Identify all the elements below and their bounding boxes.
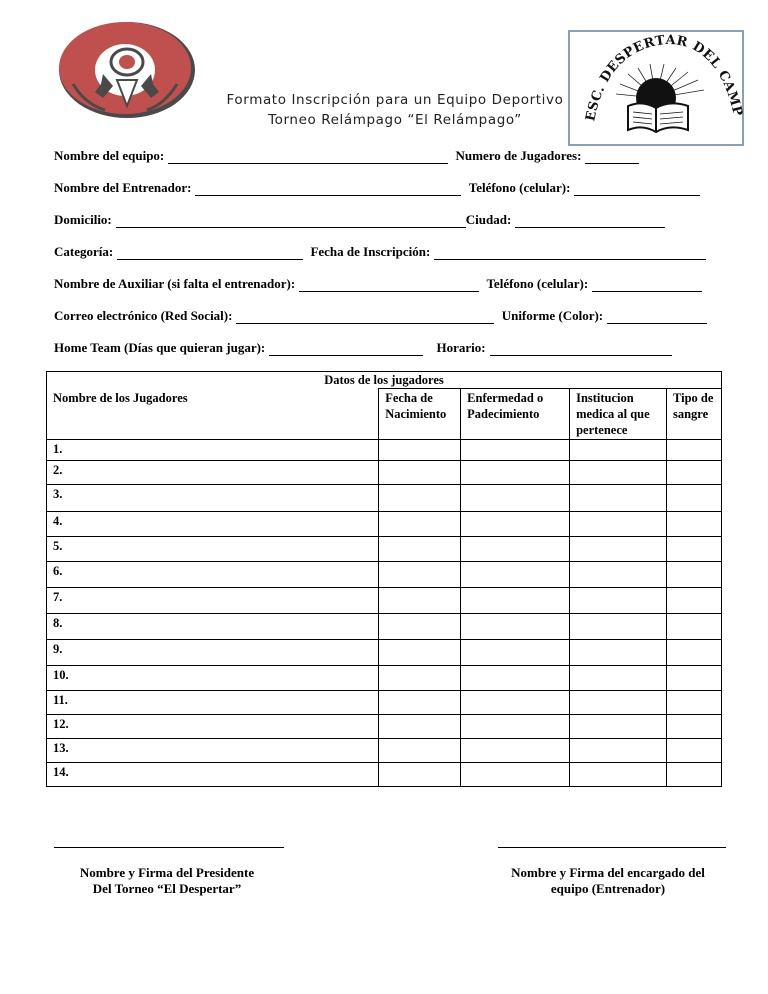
cell[interactable]	[379, 461, 461, 485]
coach-signature-label	[486, 865, 730, 897]
cell[interactable]	[379, 739, 461, 763]
coach-signature-line1: Nombre y Firma del encargado del	[511, 865, 705, 880]
cell[interactable]	[461, 512, 570, 537]
coach-signature-line2: equipo (Entrenador)	[550, 881, 666, 896]
school-logo-text: ESC. DESPERTAR DEL CAMP	[583, 32, 744, 123]
header-player-name: Nombre de los Jugadores	[47, 389, 379, 440]
players-table	[46, 371, 722, 787]
cell[interactable]	[570, 485, 667, 512]
cell[interactable]	[570, 640, 667, 666]
row-number[interactable]: 13.	[47, 739, 379, 763]
row-number[interactable]: 14.	[47, 763, 379, 787]
cell[interactable]	[461, 485, 570, 512]
table-row	[47, 588, 722, 614]
cell[interactable]	[461, 440, 570, 461]
cell[interactable]	[379, 715, 461, 739]
row-number[interactable]: 10.	[47, 666, 379, 691]
cell[interactable]	[570, 614, 667, 640]
table-row	[47, 512, 722, 537]
cell[interactable]	[666, 691, 721, 715]
school-logo	[568, 30, 744, 146]
cell[interactable]	[570, 440, 667, 461]
president-signature-line1: Nombre y Firma del Presidente	[79, 865, 255, 880]
cell[interactable]	[379, 512, 461, 537]
cell[interactable]	[570, 562, 667, 588]
table-row	[47, 715, 722, 739]
cell[interactable]	[461, 666, 570, 691]
row-number[interactable]: 3.	[47, 485, 379, 512]
cell[interactable]	[570, 739, 667, 763]
cell[interactable]	[461, 562, 570, 588]
cell[interactable]	[570, 512, 667, 537]
cell[interactable]	[379, 640, 461, 666]
assistant-label: Nombre de Auxiliar (si falta el entrenador):	[54, 276, 296, 291]
tournament-logo	[55, 14, 195, 124]
cell[interactable]	[666, 614, 721, 640]
cell[interactable]	[461, 537, 570, 562]
registration-date-label: Fecha de Inscripción:	[310, 244, 431, 259]
table-row	[47, 614, 722, 640]
field-row-coach	[54, 180, 704, 196]
cell[interactable]	[379, 763, 461, 787]
cell[interactable]	[461, 614, 570, 640]
phone1-label: Teléfono (celular):	[468, 180, 571, 195]
team-name-label: Nombre del equipo:	[54, 148, 165, 163]
address-field[interactable]	[116, 214, 466, 228]
cell[interactable]	[379, 588, 461, 614]
cell[interactable]	[461, 461, 570, 485]
cell[interactable]	[570, 666, 667, 691]
phone2-label: Teléfono (celular):	[486, 276, 589, 291]
cell[interactable]	[461, 763, 570, 787]
row-number[interactable]: 2.	[47, 461, 379, 485]
cell[interactable]	[570, 461, 667, 485]
schedule-field[interactable]	[490, 342, 672, 356]
table-header-row	[47, 389, 722, 440]
cell[interactable]	[461, 739, 570, 763]
num-players-field[interactable]	[585, 150, 639, 164]
phone2-field[interactable]	[592, 278, 702, 292]
field-row-team	[54, 148, 643, 164]
cell[interactable]	[461, 691, 570, 715]
president-signature-label	[44, 865, 290, 897]
header-illness: Enfermedad o Padecimiento	[461, 389, 570, 440]
category-field[interactable]	[117, 246, 303, 260]
cell[interactable]	[570, 691, 667, 715]
cell[interactable]	[666, 461, 721, 485]
cell[interactable]	[570, 763, 667, 787]
field-row-home-team	[54, 340, 676, 356]
category-label: Categoría:	[54, 244, 114, 259]
header-medical-institution: Institucion medica al que pertenece	[570, 389, 667, 440]
cell[interactable]	[666, 485, 721, 512]
table-row	[47, 440, 722, 461]
row-number[interactable]: 7.	[47, 588, 379, 614]
cell[interactable]	[666, 640, 721, 666]
uniform-field[interactable]	[607, 310, 707, 324]
home-team-field[interactable]	[269, 342, 423, 356]
coach-signature-line[interactable]	[498, 847, 726, 848]
table-caption: Datos de los jugadores	[47, 372, 722, 389]
row-number[interactable]: 11.	[47, 691, 379, 715]
cell[interactable]	[666, 440, 721, 461]
cell[interactable]	[379, 666, 461, 691]
president-signature-line[interactable]	[54, 847, 284, 848]
table-caption-row	[47, 372, 722, 389]
form-title: Formato Inscripción para un Equipo Deportivo	[226, 92, 564, 108]
field-row-assistant	[54, 276, 706, 292]
table-row	[47, 640, 722, 666]
field-row-email	[54, 308, 711, 324]
row-number[interactable]: 12.	[47, 715, 379, 739]
coach-name-label: Nombre del Entrenador:	[54, 180, 192, 195]
cell[interactable]	[461, 715, 570, 739]
president-signature-line2: Del Torneo “El Despertar”	[92, 881, 242, 896]
cell[interactable]	[379, 537, 461, 562]
cell[interactable]	[666, 715, 721, 739]
tournament-name: Torneo Relámpago “El Relámpago”	[268, 112, 522, 128]
row-number[interactable]: 1.	[47, 440, 379, 461]
table-row	[47, 666, 722, 691]
city-field[interactable]	[515, 214, 665, 228]
cell[interactable]	[666, 763, 721, 787]
num-players-label: Numero de Jugadores:	[455, 148, 582, 163]
cell[interactable]	[666, 512, 721, 537]
phone1-field[interactable]	[574, 182, 700, 196]
cell[interactable]	[379, 691, 461, 715]
header-blood-type: Tipo de sangre	[666, 389, 721, 440]
city-label: Ciudad:	[465, 212, 512, 227]
cell[interactable]	[666, 739, 721, 763]
email-field[interactable]	[236, 310, 494, 324]
field-row-address	[54, 212, 669, 228]
cell[interactable]	[666, 562, 721, 588]
cell[interactable]	[461, 640, 570, 666]
row-number[interactable]: 5.	[47, 537, 379, 562]
table-row	[47, 461, 722, 485]
header-birth-date: Fecha de Nacimiento	[379, 389, 461, 440]
assistant-field[interactable]	[299, 278, 479, 292]
row-number[interactable]: 9.	[47, 640, 379, 666]
table-row	[47, 763, 722, 787]
email-label: Correo electrónico (Red Social):	[54, 308, 233, 323]
coach-name-field[interactable]	[195, 182, 461, 196]
cell[interactable]	[570, 715, 667, 739]
table-row	[47, 537, 722, 562]
row-number[interactable]: 6.	[47, 562, 379, 588]
cell[interactable]	[379, 614, 461, 640]
cell[interactable]	[666, 537, 721, 562]
table-row	[47, 739, 722, 763]
cell[interactable]	[570, 537, 667, 562]
cell[interactable]	[379, 485, 461, 512]
table-row	[47, 562, 722, 588]
cell[interactable]	[666, 666, 721, 691]
address-label: Domicilio:	[54, 212, 112, 227]
table-row	[47, 485, 722, 512]
field-row-category	[54, 244, 710, 260]
uniform-label: Uniforme (Color):	[501, 308, 604, 323]
cell[interactable]	[666, 588, 721, 614]
team-name-field[interactable]	[168, 150, 448, 164]
row-number[interactable]: 8.	[47, 614, 379, 640]
cell[interactable]	[379, 562, 461, 588]
schedule-label: Horario:	[436, 340, 486, 355]
cell[interactable]	[461, 588, 570, 614]
home-team-label: Home Team (Días que quieran jugar):	[54, 340, 266, 355]
table-row	[47, 691, 722, 715]
cell[interactable]	[570, 588, 667, 614]
cell[interactable]	[379, 440, 461, 461]
registration-date-field[interactable]	[434, 246, 706, 260]
row-number[interactable]: 4.	[47, 512, 379, 537]
